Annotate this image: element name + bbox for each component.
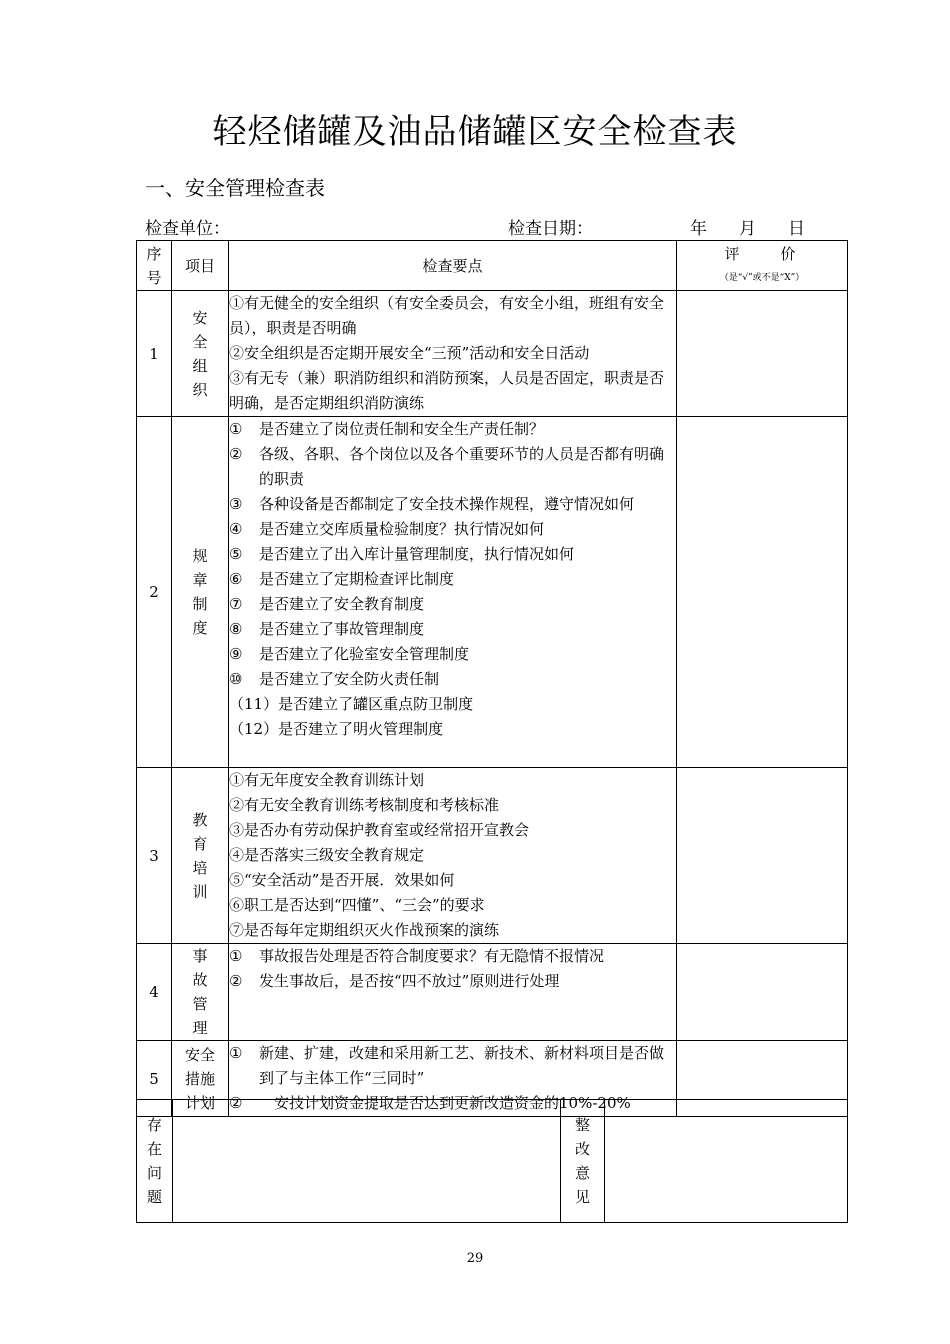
check-point: ⑥职工是否达到“四懂”、“三会”的要求 — [229, 896, 485, 914]
row-check-points — [229, 768, 677, 944]
issues-label: 存 在 问 题 — [146, 1116, 162, 1206]
row-item: 规 章 制 度 — [172, 417, 229, 768]
check-point: ②有无安全教育训练考核制度和考核标准 — [229, 796, 500, 814]
check-point: ③有无专（兼）职消防组织和消防预案，人员是否固定，职责是否明确，是否定期组织消防演练 — [229, 369, 665, 412]
row-check-points — [229, 417, 677, 768]
check-point: ①有无年度安全教育训练计划 — [229, 771, 425, 789]
row-item: 安全 措施 计划 — [172, 1041, 229, 1117]
check-point: ③ 各种设备是否都制定了安全技术操作规程，遵守情况如何 — [229, 495, 635, 513]
check-point: ①有无健全的安全组织（有安全委员会，有安全小组，班组有安全员），职责是否明确 — [229, 294, 665, 337]
row-item: 安 全 组 织 — [172, 291, 229, 417]
section-title: 一、安全管理检查表 — [145, 176, 325, 200]
row-eval-field[interactable] — [677, 768, 848, 944]
inspection-unit-label: 检查单位： — [145, 219, 230, 239]
row-seq: 5 — [137, 1041, 172, 1117]
header-eval-note: （是“√”或不是“X”） — [719, 272, 805, 283]
check-point: （11）是否建立了罐区重点防卫制度 — [229, 695, 474, 713]
check-point: ⑤“安全活动”是否开展．效果如何 — [229, 871, 455, 889]
date-year-label: 年 — [690, 219, 707, 239]
check-point: ① 新建、扩建，改建和采用新工艺、新技术、新材料项目是否做到了与主体工作“三同时” — [229, 1044, 665, 1087]
row-seq: 4 — [137, 944, 172, 1041]
check-point: ① 是否建立了岗位责任制和安全生产责任制？ — [229, 420, 545, 438]
check-point: ② 安技计划资金提取是否达到更新改造资金的10%-20% — [229, 1094, 631, 1112]
table-row — [137, 417, 848, 768]
date-day-label: 日 — [788, 219, 805, 239]
check-point: ⑥ 是否建立了定期检查评比制度 — [229, 570, 455, 588]
header-points: 检查要点 — [229, 241, 677, 291]
table-row — [137, 291, 848, 417]
page-number: 29 — [466, 1251, 484, 1266]
summary-table — [136, 1099, 848, 1223]
advice-label: 整 改 意 见 — [574, 1116, 590, 1206]
row-seq: 2 — [137, 417, 172, 768]
check-point: ① 事故报告处理是否符合制度要求？有无隐情不报情况 — [229, 947, 605, 965]
check-point: ⑨ 是否建立了化验室安全管理制度 — [229, 645, 470, 663]
row-eval-field[interactable] — [677, 944, 848, 1041]
row-eval-field[interactable] — [677, 291, 848, 417]
inspection-meta — [145, 214, 850, 238]
row-item: 事 故 管 理 — [172, 944, 229, 1041]
check-point: ⑩ 是否建立了安全防火责任制 — [229, 670, 440, 688]
safety-checklist-table — [136, 240, 848, 1117]
advice-label-cell — [561, 1100, 605, 1223]
issues-field[interactable] — [173, 1100, 561, 1223]
check-point: ②安全组织是否定期开展安全“三预”活动和安全日活动 — [229, 344, 590, 362]
header-seq: 序 号 — [137, 241, 172, 291]
table-header-row — [137, 241, 848, 291]
check-point: ③是否办有劳动保护教育室或经常招开宣教会 — [229, 821, 530, 839]
check-point: ⑤ 是否建立了出入库计量管理制度，执行情况如何 — [229, 545, 575, 563]
row-item: 教 育 培 训 — [172, 768, 229, 944]
check-point: ⑦ 是否建立了安全教育制度 — [229, 595, 425, 613]
header-eval-label: 评 价 — [724, 244, 814, 263]
table-row — [137, 944, 848, 1041]
advice-field[interactable] — [605, 1100, 848, 1223]
row-seq: 1 — [137, 291, 172, 417]
check-point: ② 发生事故后，是否按“四不放过”原则进行处理 — [229, 972, 560, 990]
check-point: ④ 是否建立交库质量检验制度？执行情况如何 — [229, 520, 545, 538]
header-eval — [677, 241, 848, 291]
inspection-date-label: 检查日期： — [508, 219, 593, 239]
page-title: 轻烃储罐及油品储罐区安全检查表 — [212, 112, 738, 152]
table-row — [137, 768, 848, 944]
row-seq: 3 — [137, 768, 172, 944]
row-eval-field[interactable] — [677, 417, 848, 768]
check-point: （12）是否建立了明火管理制度 — [229, 720, 444, 738]
row-check-points — [229, 944, 677, 1041]
check-point: ⑦是否每年定期组织灭火作战预案的演练 — [229, 921, 500, 939]
row-check-points — [229, 291, 677, 417]
check-point: ② 各级、各职、各个岗位以及各个重要环节的人员是否都有明确的职责 — [229, 445, 665, 488]
check-point: ④是否落实三级安全教育规定 — [229, 846, 425, 864]
header-item: 项目 — [172, 241, 229, 291]
issues-label-cell — [137, 1100, 173, 1223]
date-month-label: 月 — [739, 219, 756, 239]
check-point: ⑧ 是否建立了事故管理制度 — [229, 620, 425, 638]
